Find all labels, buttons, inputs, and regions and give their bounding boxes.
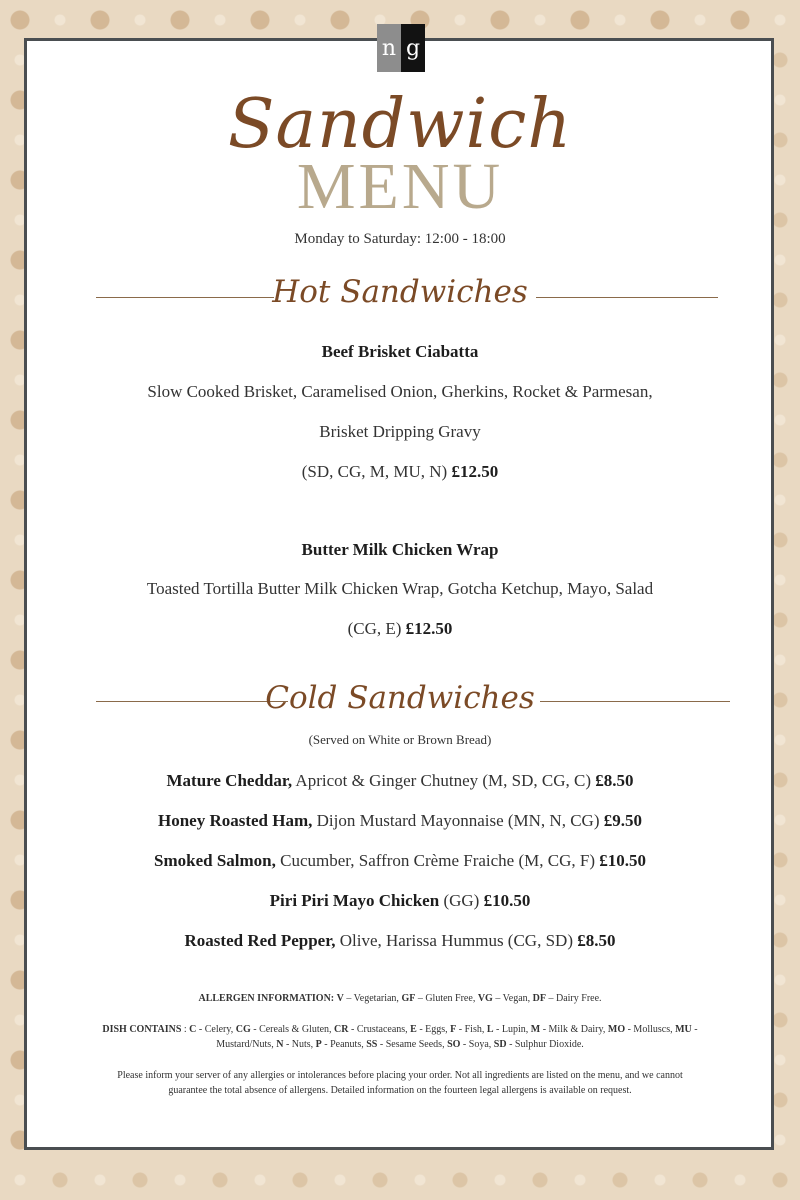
cold-item: Honey Roasted Ham, Dijon Mustard Mayonnaise (MN, N, CG) £9.50	[157, 811, 642, 830]
hot-rule-right	[536, 297, 718, 298]
title-script: Sandwich	[227, 85, 573, 164]
title-menu: MENU	[296, 150, 504, 223]
hot-item-desc: Toasted Tortilla Butter Milk Chicken Wrap, Gotcha Ketchup, Mayo, Salad	[146, 579, 654, 598]
logo-letter-g: g	[401, 24, 425, 72]
hot-item-name: Butter Milk Chicken Wrap	[301, 540, 499, 559]
price: £8.50	[595, 771, 634, 790]
price: £8.50	[577, 931, 616, 950]
cold-rule-right	[540, 701, 730, 702]
price: £9.50	[603, 811, 642, 830]
opening-hours: Monday to Saturday: 12:00 - 18:00	[294, 231, 506, 247]
cold-section-title: Cold Sandwiches	[265, 680, 535, 716]
cold-item: Roasted Red Pepper, Olive, Harissa Hummus (CG, SD) £8.50	[184, 931, 616, 950]
hot-item-desc: Slow Cooked Brisket, Caramelised Onion, Gherkins, Rocket & Parmesan,	[147, 382, 653, 401]
cold-item: Smoked Salmon, Cucumber, Saffron Crème Fraiche (M, CG, F) £10.50	[154, 851, 646, 870]
price: £10.50	[483, 891, 531, 910]
price: £10.50	[599, 851, 646, 870]
hot-section-title: Hot Sandwiches	[272, 274, 528, 310]
dish-contains: DISH CONTAINS : C - Celery, CG - Cereals & Gluten, CR - Crustaceans, E - Eggs, F - Fish, L - Lupin, M - Milk & Dairy, MO - Molluscs, MU - Mustard/Nuts, N - Nuts, P - Peanuts, SS - Sesame Seeds, SO - Soya, SD - Sulphur Dioxide.	[102, 1024, 698, 1050]
hot-item-allergens: (SD, CG, M, MU, N) £12.50	[301, 462, 499, 481]
hot-item-allergens: (CG, E) £12.50	[347, 619, 453, 638]
allergy-disclaimer: Please inform your server of any allergies or intolerances before placing your order. Not all ingredients are listed on the menu, and we cannot guarantee the total absence of allergens. Detailed information on the fourteen legal allergens is available on request.	[117, 1070, 683, 1096]
cold-item: Piri Piri Mayo Chicken (GG) £10.50	[269, 891, 531, 910]
hot-item-name: Beef Brisket Ciabatta	[321, 342, 479, 361]
hot-item-desc: Brisket Dripping Gravy	[319, 422, 481, 441]
price: £12.50	[451, 462, 499, 481]
cold-item: Mature Cheddar, Apricot & Ginger Chutney (M, SD, CG, C) £8.50	[166, 771, 634, 790]
brand-logo	[377, 24, 425, 72]
allergen-information: ALLERGEN INFORMATION: V – Vegetarian, GF – Gluten Free, VG – Vegan, DF – Dairy Free.	[198, 993, 602, 1004]
price: £12.50	[405, 619, 453, 638]
logo-letter-n: n	[377, 24, 401, 72]
bread-note: (Served on White or Brown Bread)	[308, 732, 492, 747]
